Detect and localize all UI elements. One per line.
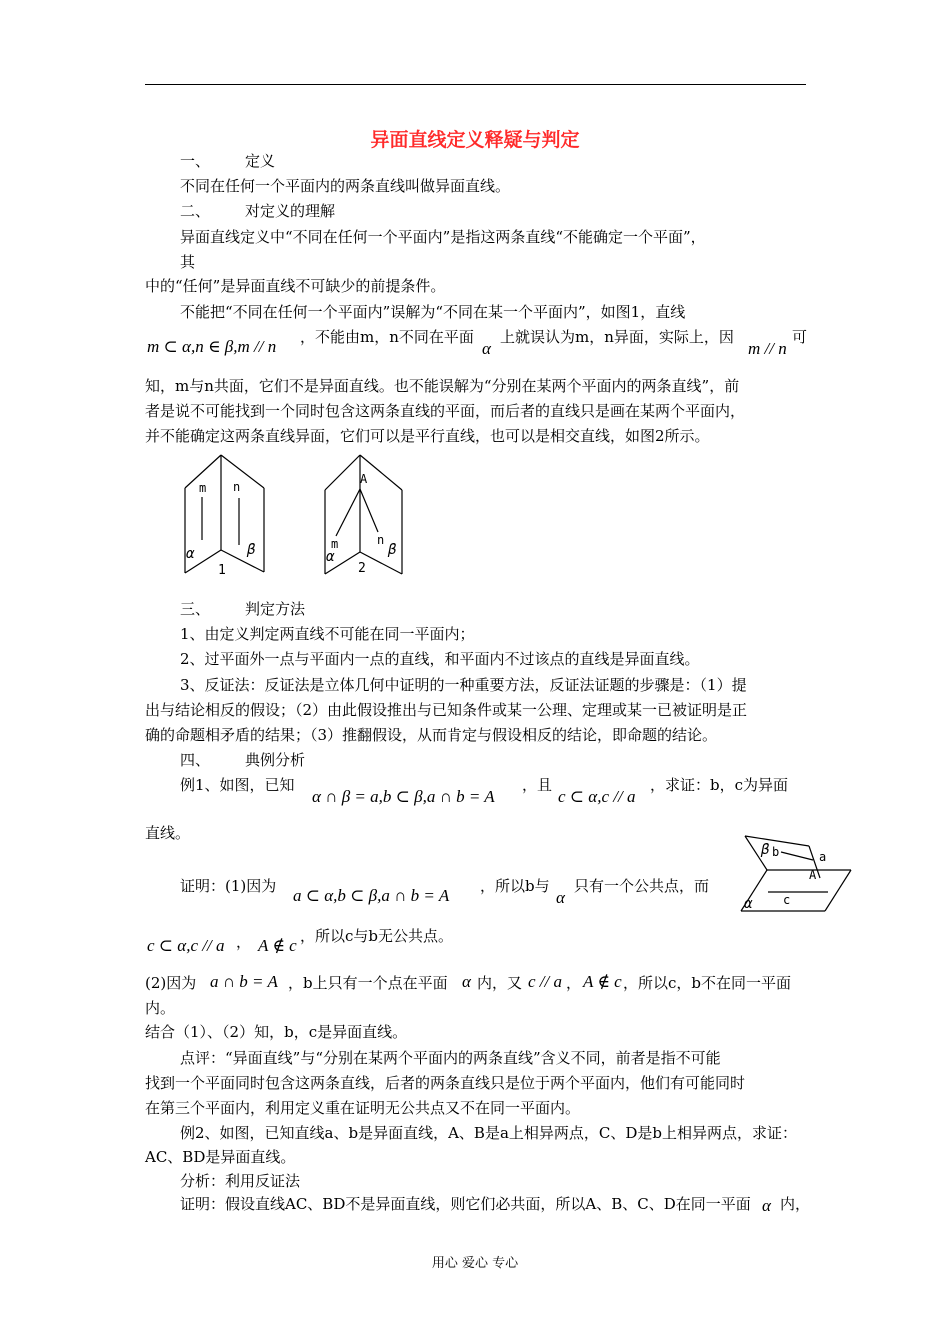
figure-1-label-n: n: [233, 480, 241, 494]
remark-line: 点评：“异面直线”与“分别在某两个平面内的两条直线”含义不同，前者是指不可能: [180, 1049, 721, 1067]
proof-text: 内，: [780, 1195, 811, 1213]
figure-3-label-a: a: [819, 850, 827, 864]
section-2-number: 二、: [180, 202, 211, 220]
figure-2-label-beta: β: [388, 542, 397, 558]
analysis-text: 分析：利用反证法: [180, 1172, 301, 1190]
proof-text: 只有一个公共点，而: [574, 877, 710, 895]
figure-1-number: 1: [218, 563, 226, 578]
paragraph-line: 并不能确定这两条直线异面，它们可以是平行直线，也可以是相交直线，如图2所示。: [145, 427, 710, 445]
math-alpha: α: [762, 1196, 771, 1215]
math-formula: c ⊂ α,c // a: [147, 936, 225, 955]
example-1-text: ，且: [522, 776, 553, 794]
paragraph-line: 者是说不可能找到一个同时包含这两条直线的平面，而后者的直线只是画在某两个平面内，: [145, 402, 746, 420]
proof-text: ，所以b与: [480, 877, 550, 895]
figure-2-label-m: m: [331, 537, 339, 551]
paragraph-line: 出与结论相反的假设；（2）由此假设推出与已知条件或某一公理、定理或某一已被证明是正: [145, 701, 748, 719]
math-formula: A ∉ c: [258, 936, 297, 955]
proof-text: ，所以c，b不在同一平面: [623, 974, 792, 992]
math-formula: α ∩ β = a,b ⊂ β,a ∩ b = A: [312, 787, 495, 806]
proof-text: 证明：假设直线AC、BD不是异面直线，则它们必共面，所以A、B、C、D在同一平面: [180, 1195, 751, 1213]
remark-line: 在第三个平面内，利用定义重在证明无公共点又不在同一平面内。: [145, 1099, 581, 1117]
proof-text: ，: [236, 933, 252, 951]
figure-2-number: 2: [358, 561, 366, 576]
figure-2-label-A: A: [360, 472, 368, 486]
paragraph-line: 知，m与n共面，它们不是异面直线。也不能误解为“分别在某两个平面内的两条直线”，前: [145, 377, 740, 395]
proof-text: ，: [566, 974, 582, 992]
figure-2-label-alpha: α: [326, 549, 335, 565]
example-2-text: AC、BD是异面直线。: [145, 1148, 296, 1166]
figure-1-label-alpha: α: [186, 546, 195, 562]
figure-3-diagram: [733, 832, 858, 914]
page-title: 异面直线定义释疑与判定: [370, 129, 580, 151]
math-alpha: α: [556, 888, 565, 907]
method-item-2: 2、过平面外一点与平面内一点的直线，和平面内不过该点的直线是异面直线。: [180, 650, 700, 668]
math-formula: a ∩ b = A: [210, 972, 278, 991]
proof-text: ，所以c与b无公共点。: [300, 927, 454, 945]
section-4-number: 四、: [180, 751, 211, 769]
figure-1-label-beta: β: [247, 542, 256, 558]
proof-text: 内，又: [477, 974, 523, 992]
paragraph-text: 上就误认为m，n异面，实际上，因: [500, 328, 734, 346]
math-formula: m ⊂ α,n ∈ β,m // n: [147, 337, 277, 356]
paragraph-line: 其: [180, 253, 196, 271]
example-1-text: 直线。: [145, 824, 191, 842]
example-2-text: 例2、如图，已知直线a、b是异面直线，A、B是a上相异两点，C、D是b上相异两点，求证：: [180, 1124, 797, 1142]
paragraph-line: 确的命题相矛盾的结果；（3）推翻假设，从而肯定与假设相反的结论，即命题的结论。: [145, 726, 718, 744]
figure-3-label-c: c: [783, 893, 791, 907]
math-formula: a ⊂ α,b ⊂ β,a ∩ b = A: [293, 886, 450, 905]
math-formula: A ∉ c: [583, 972, 622, 991]
math-formula: c // a: [528, 972, 562, 991]
figure-3-label-A: A: [809, 868, 817, 882]
math-alpha: α: [482, 339, 491, 358]
section-3-heading: 判定方法: [245, 600, 306, 618]
section-1-heading: 定义: [245, 152, 276, 170]
section-3-number: 三、: [180, 600, 211, 618]
paragraph-line: 异面直线定义中“不同在任何一个平面内”是指这两条直线“不能确定一个平面”，: [180, 228, 706, 246]
figure-1-label-m: m: [199, 481, 207, 495]
example-1-text: ，求证：b，c为异面: [650, 776, 789, 794]
paragraph-text: ，不能由m，n不同在平面: [300, 328, 474, 346]
proof-text: 内。: [145, 999, 176, 1017]
paragraph-text: 可: [792, 328, 808, 346]
method-item-1: 1、由定义判定两直线不可能在同一平面内；: [180, 625, 475, 643]
header-rule: [145, 84, 806, 85]
math-formula: c ⊂ α,c // a: [558, 787, 636, 806]
paragraph-line: 不能把“不同在任何一个平面内”误解为“不同在某一个平面内”，如图1，直线: [180, 303, 686, 321]
proof-text: ，b上只有一个点在平面: [288, 974, 448, 992]
proof-text: 证明：(1)因为: [180, 877, 277, 895]
paragraph-line: 中的“任何”是异面直线不可缺少的前提条件。: [145, 277, 446, 295]
proof-text: (2)因为: [145, 974, 197, 992]
figure-2-label-n: n: [377, 533, 385, 547]
conclusion-text: 结合（1）、（2）知，b，c是异面直线。: [145, 1023, 408, 1041]
definition-text: 不同在任何一个平面内的两条直线叫做异面直线。: [180, 177, 511, 195]
figure-3-label-beta: β: [761, 842, 770, 858]
method-item-3: 3、反证法：反证法是立体几何中证明的一种重要方法，反证法证题的步骤是：（1）提: [180, 676, 747, 694]
remark-line: 找到一个平面同时包含这两条直线，后者的两条直线只是位于两个平面内，他们有可能同时: [145, 1074, 746, 1092]
math-formula: m // n: [748, 339, 787, 358]
example-1-text: 例1、如图，已知: [180, 776, 295, 794]
math-alpha: α: [462, 972, 471, 991]
section-4-heading: 典例分析: [245, 751, 306, 769]
figure-3-label-alpha: α: [744, 896, 753, 912]
section-2-heading: 对定义的理解: [245, 202, 336, 220]
page-footer: 用心 爱心 专心: [431, 1256, 519, 1271]
figure-3-label-b: b: [772, 845, 780, 859]
figure-1-diagram: [180, 450, 270, 580]
figure-2-diagram: [320, 452, 410, 582]
section-1-number: 一、: [180, 152, 211, 170]
